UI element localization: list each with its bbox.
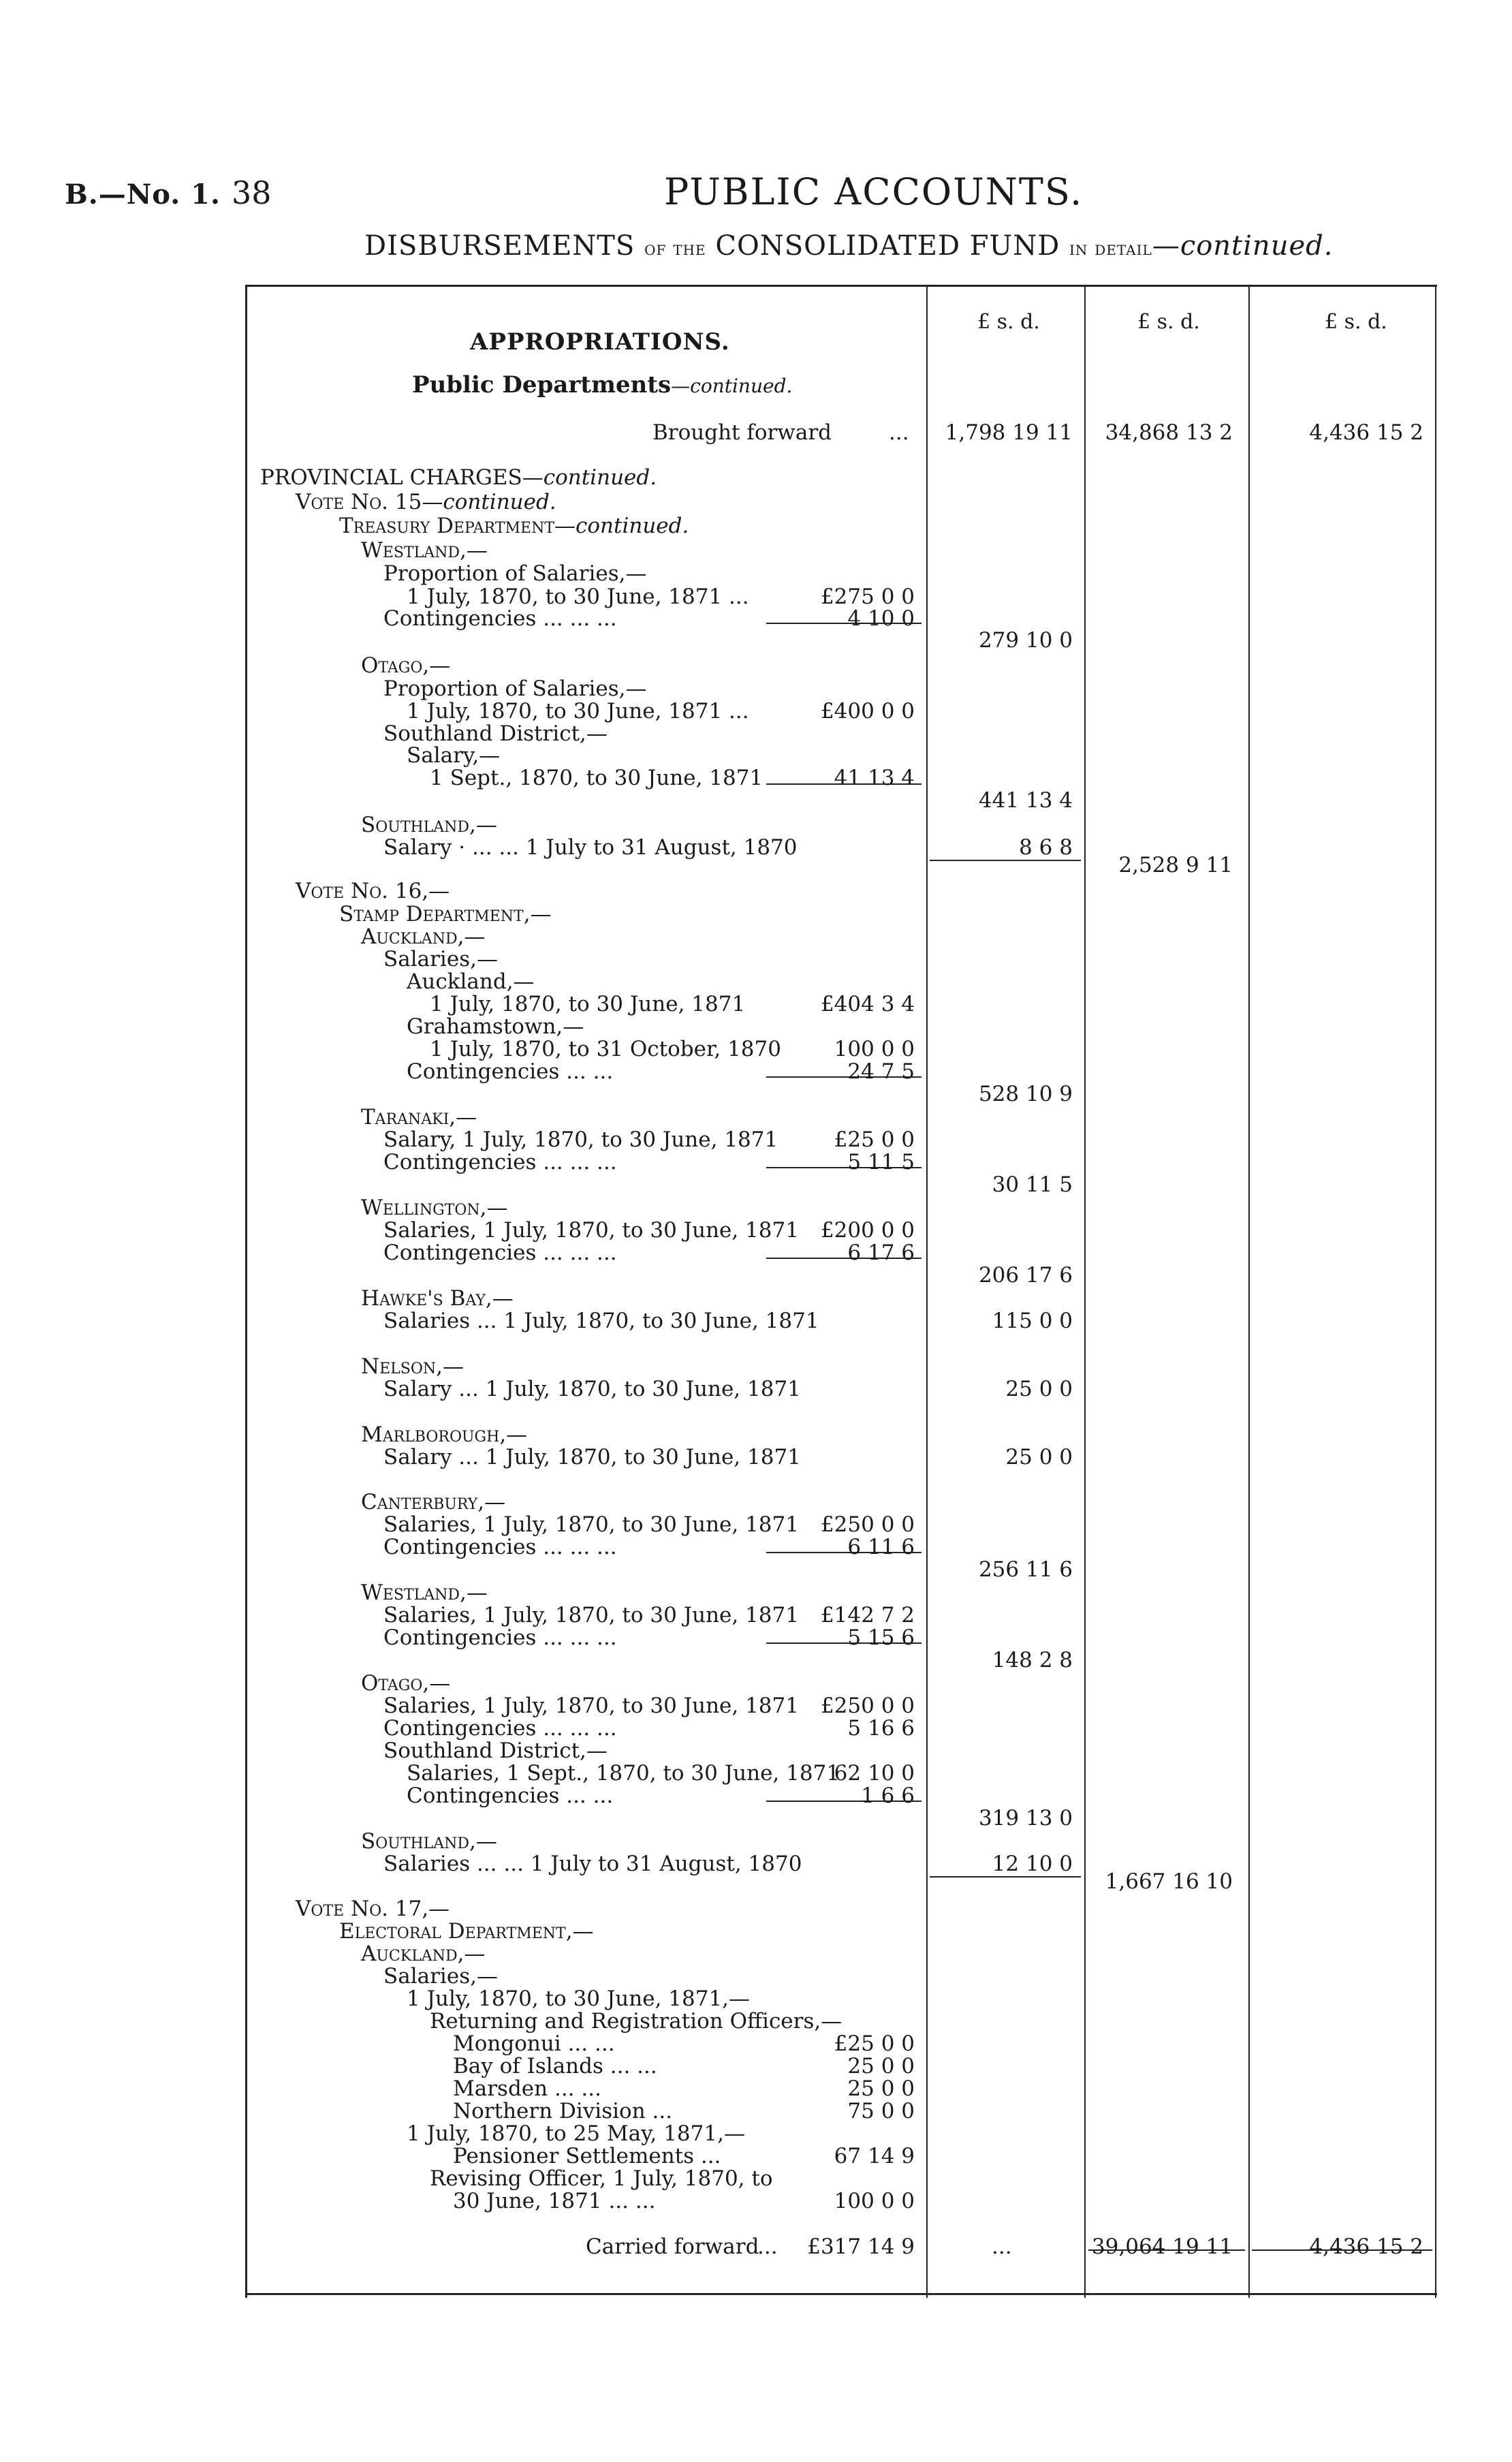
appropriation-line [361, 1356, 464, 1377]
appropriation-line [383, 1605, 799, 1626]
departments-heading [412, 371, 793, 399]
departments-heading-text: Public Departments [412, 371, 672, 399]
appropriation-line-text: Marlborough,— [361, 1422, 528, 1447]
appropriation-line-text: Southland,— [361, 813, 497, 837]
appropriation-line-text: Northern Division ... [453, 2099, 673, 2123]
column1-amount: 319 13 0 [978, 1806, 1073, 1830]
appropriation-line-text: Salary ... 1 July, 1870, to 30 June, 1871 [383, 1377, 801, 1401]
appropriation-line [361, 1673, 450, 1694]
appropriation-line [383, 676, 647, 701]
column1-amount: 148 2 8 [992, 1648, 1073, 1672]
appropriation-line-text: Stamp Department,— [339, 902, 552, 926]
inner-amount: 100 0 0 [834, 2189, 915, 2213]
appropriation-line [383, 1537, 617, 1558]
appropriation-line [407, 1061, 613, 1082]
appropriation-line [407, 1783, 614, 1808]
appropriation-line [383, 1447, 801, 1468]
appropriation-line-text: Contingencies ... ... ... [383, 1241, 617, 1265]
appropriation-line-text: Salaries, 1 July, 1870, to 30 June, 1871 [383, 1512, 799, 1537]
appropriation-line [383, 723, 608, 745]
departments-heading-continued: —continued. [671, 375, 793, 397]
appropriation-line-text: Salaries, 1 July, 1870, to 30 June, 1871 [383, 1603, 799, 1627]
appropriation-line-text: Salaries,— [383, 947, 498, 971]
inner-amount: 5 16 6 [847, 1716, 915, 1741]
column1-amount: 206 17 6 [978, 1263, 1073, 1288]
appropriation-line-text: Treasury Department— [339, 514, 576, 538]
table-right-rule [1435, 285, 1436, 2298]
brought-forward-col1: 1,798 19 11 [945, 420, 1073, 445]
appropriation-line-text: Proportion of Salaries,— [383, 561, 647, 586]
appropriation-line-text: Contingencies ... ... [407, 1059, 614, 1084]
appropriation-line [407, 971, 535, 993]
appropriation-line [260, 467, 657, 488]
brought-forward-label: Brought forward [652, 420, 832, 445]
appropriation-line [383, 1696, 799, 1717]
inner-amount: 24 7 5 [847, 1059, 915, 1084]
inner-amount: 5 15 6 [847, 1625, 915, 1650]
appropriation-line-continued: continued. [576, 514, 689, 538]
appropriation-line-text: Returning and Registration Officers,— [430, 2009, 842, 2034]
appropriation-line-text: Auckland,— [407, 969, 535, 994]
inner-amount: 6 17 6 [847, 1241, 915, 1265]
appropriation-line-text: Westland,— [361, 538, 488, 563]
appropriation-line-text: Vote No. 16,— [296, 879, 450, 903]
column1-amount: 279 10 0 [978, 628, 1073, 653]
appropriation-line-text: 1 July, 1870, to 31 October, 1870 [430, 1037, 781, 1061]
carried-forward-dots: ... [757, 2234, 778, 2259]
appropriation-line [361, 1944, 485, 1965]
appropriation-line-text: Otago,— [361, 1671, 451, 1696]
appropriation-line-text: 1 July, 1870, to 25 May, 1871,— [407, 2121, 745, 2146]
appropriation-line [339, 516, 689, 537]
appropriation-line [361, 1107, 477, 1128]
appropriation-line [407, 701, 749, 722]
appropriation-line-text: Salaries,— [383, 1964, 498, 1989]
appropriation-line-text: Hawke's Bay,— [361, 1286, 514, 1311]
page-reference: B.—No. 1. [65, 178, 221, 211]
column1-amount: 30 11 5 [992, 1172, 1073, 1197]
column1-amount: 25 0 0 [1005, 1445, 1073, 1469]
column-rule-1 [926, 285, 928, 2298]
appropriation-line-text: Westland,— [361, 1580, 488, 1605]
appropriation-line [383, 1152, 617, 1173]
inner-amount: £275 0 0 [820, 585, 915, 609]
appropriation-line-text: 1 July, 1870, to 30 June, 1871 [430, 992, 746, 1016]
column1-amount: 12 10 0 [992, 1852, 1073, 1876]
table-top-rule [245, 285, 1437, 287]
appropriation-line-continued: continued. [443, 490, 556, 514]
inner-amount: 4 10 0 [847, 606, 915, 631]
subtitle-fund: CONSOLIDATED FUND [715, 230, 1060, 262]
appropriation-line [407, 1016, 584, 1038]
inner-amount: 62 10 0 [834, 1761, 915, 1786]
appropriation-line-text: Salaries, 1 July, 1870, to 30 June, 1871 [383, 1218, 799, 1243]
appropriation-line [296, 1899, 450, 1920]
appropriation-line [361, 1492, 505, 1513]
sum-rule [930, 860, 1081, 861]
column1-amount: 25 0 0 [1005, 1377, 1073, 1401]
appropriation-line-text: Auckland,— [361, 924, 486, 949]
brought-forward-col2: 34,868 13 2 [1105, 420, 1233, 445]
appropriations-heading: APPROPRIATIONS. [470, 328, 730, 356]
appropriation-line [383, 1243, 617, 1264]
appropriation-line [430, 994, 745, 1015]
appropriation-line-text: Southland District,— [383, 1739, 608, 1763]
appropriation-line [383, 1379, 801, 1400]
inner-amount: 67 14 9 [834, 2144, 915, 2168]
column2-amount: 1,667 16 10 [1105, 1869, 1233, 1894]
appropriation-line [383, 949, 498, 970]
appropriation-line-text: Proportion of Salaries,— [383, 676, 647, 701]
appropriation-line-text: Contingencies ... ... ... [383, 1150, 617, 1174]
appropriation-line [383, 1718, 617, 1739]
column-rule-3 [1248, 285, 1250, 2298]
appropriation-line [296, 881, 450, 902]
appropriation-line [296, 492, 556, 513]
carried-forward-col1: ... [992, 2234, 1012, 2259]
appropriation-line-text: 1 July, 1870, to 30 June, 1871 ... [407, 699, 749, 723]
brought-forward-col3: 4,436 15 2 [1309, 420, 1423, 445]
appropriation-line-text: Auckland,— [361, 1942, 486, 1966]
carried-forward-label: Carried forward [586, 2234, 759, 2259]
appropriation-line-text: Electoral Department,— [339, 1919, 594, 1944]
appropriation-line-text: Marsden ... ... [453, 2076, 601, 2101]
appropriation-line-text: Mongonui ... ... [453, 2031, 615, 2056]
appropriation-line-text: Otago,— [361, 653, 451, 678]
appropriation-line [361, 540, 488, 561]
appropriation-line-text: Wellington,— [361, 1196, 508, 1220]
appropriation-line [453, 2031, 615, 2056]
inner-amount: £25 0 0 [834, 1127, 915, 1152]
appropriation-line-text: Pensioner Settlements ... [453, 2144, 721, 2168]
inner-amount: £25 0 0 [834, 2031, 915, 2056]
inner-amount: £250 0 0 [820, 1512, 915, 1537]
appropriation-line-text: Taranaki,— [361, 1105, 477, 1129]
appropriation-line [383, 1129, 778, 1151]
inner-amount: 1 6 6 [861, 1783, 915, 1808]
inner-amount: 100 0 0 [834, 1037, 915, 1061]
appropriation-line-text: Vote No. 15— [296, 490, 443, 514]
column1-amount: 256 11 6 [978, 1557, 1073, 1582]
appropriation-line-text: 1 July, 1870, to 30 June, 1871,— [407, 1986, 751, 2011]
appropriation-line [407, 587, 749, 608]
table-bottom-rule [245, 2293, 1437, 2295]
appropriation-line [453, 2056, 657, 2077]
appropriation-line [383, 1966, 498, 1987]
column-rule-2 [1084, 285, 1086, 2298]
appropriation-line-text: Salary, 1 July, 1870, to 30 June, 1871 [383, 1127, 778, 1152]
appropriation-line [361, 655, 450, 676]
appropriation-line [453, 2191, 655, 2212]
appropriation-line-text: Salaries, 1 Sept., 1870, to 30 June, 1871 [407, 1761, 840, 1786]
page-number: 38 [232, 174, 272, 211]
column1-amount: 528 10 9 [978, 1082, 1073, 1106]
appropriation-line-text: Contingencies ... ... [407, 1783, 614, 1808]
column1-amount: 8 6 8 [1019, 835, 1073, 860]
inner-amount: £200 0 0 [820, 1218, 915, 1243]
appropriation-line [430, 768, 763, 789]
inner-amount: 6 11 6 [847, 1535, 915, 1559]
inner-amount: 25 0 0 [847, 2076, 915, 2101]
appropriation-line [383, 563, 646, 585]
appropriation-line [339, 904, 552, 925]
appropriation-line-text: Salary,— [407, 743, 501, 768]
subtitle-continued: —continued. [1152, 230, 1334, 262]
appropriation-line [361, 815, 497, 836]
appropriation-line [383, 1741, 608, 1762]
currency-header-3: £ s. d. [1325, 310, 1387, 334]
subtitle-main: DISBURSEMENTS [364, 230, 635, 262]
sum-rule [930, 1876, 1081, 1877]
appropriation-line-text: Contingencies ... ... ... [383, 1625, 617, 1650]
column1-amount: 441 13 4 [978, 788, 1073, 813]
brought-forward-dots: ... [889, 420, 909, 445]
inner-amount: £142 7 2 [820, 1603, 915, 1627]
appropriation-line [407, 745, 500, 766]
appropriation-line [407, 2123, 745, 2145]
appropriation-line [430, 1039, 781, 1060]
appropriation-line [430, 2011, 842, 2032]
appropriation-line [383, 1854, 802, 1875]
appropriation-line [430, 2168, 773, 2190]
appropriation-line [453, 2101, 672, 2122]
currency-header-1: £ s. d. [977, 310, 1040, 334]
carried-forward-col2: 39,064 19 11 [1091, 2234, 1233, 2259]
carried-forward-inner: £317 14 9 [807, 2234, 915, 2259]
carried-forward-col3: 4,436 15 2 [1309, 2234, 1423, 2259]
appropriation-line [361, 1198, 507, 1219]
inner-amount: £404 3 4 [820, 992, 915, 1016]
page-title: PUBLIC ACCOUNTS. [664, 170, 1084, 213]
appropriation-line-continued: continued. [543, 465, 657, 490]
appropriation-line [383, 1220, 799, 1241]
appropriation-line [361, 1424, 527, 1446]
appropriation-line [453, 2078, 601, 2100]
appropriation-line-text: Southland District,— [383, 721, 608, 746]
inner-amount: 25 0 0 [847, 2054, 915, 2078]
appropriation-line [361, 1580, 488, 1605]
appropriation-line-text: Salaries ... ... 1 July to 31 August, 1870 [383, 1852, 802, 1876]
appropriation-line-text: Contingencies ... ... ... [383, 1535, 617, 1559]
appropriation-line-text: Southland,— [361, 1829, 497, 1854]
inner-amount: £250 0 0 [820, 1694, 915, 1718]
currency-header-2: £ s. d. [1137, 310, 1200, 334]
appropriation-line [339, 1921, 594, 1942]
appropriation-line [453, 2146, 721, 2167]
appropriation-line-text: 30 June, 1871 ... ... [453, 2189, 656, 2213]
inner-amount: 75 0 0 [847, 2099, 915, 2123]
appropriation-line [383, 1514, 799, 1536]
appropriation-line-text: Canterbury,— [361, 1490, 506, 1514]
inner-amount: 41 13 4 [834, 766, 915, 790]
appropriation-line [361, 926, 485, 948]
appropriation-line-text: Salary ... 1 July, 1870, to 30 June, 1871 [383, 1445, 801, 1469]
appropriation-line [407, 1986, 751, 2011]
appropriation-line-text: Salaries ... 1 July, 1870, to 30 June, 1871 [383, 1309, 819, 1333]
column2-amount: 2,528 9 11 [1118, 853, 1233, 877]
appropriation-line-text: Vote No. 17,— [296, 1897, 450, 1921]
subtitle-in-detail: in detail [1069, 237, 1152, 260]
appropriation-line-text: Nelson,— [361, 1354, 464, 1379]
appropriation-line-text: Salaries, 1 July, 1870, to 30 June, 1871 [383, 1694, 799, 1718]
appropriation-line-text: PROVINCIAL CHARGES— [260, 465, 544, 490]
appropriation-line-text: 1 Sept., 1870, to 30 June, 1871 [430, 766, 763, 790]
appropriation-line-text: Contingencies ... ... ... [383, 1716, 617, 1741]
appropriation-line [383, 837, 798, 858]
table-left-rule [245, 285, 247, 2298]
subtitle-of-the: of the [644, 237, 706, 260]
appropriation-line [383, 1311, 819, 1332]
appropriation-line-text: Contingencies ... ... ... [383, 606, 617, 631]
appropriation-line-text: Bay of Islands ... ... [453, 2054, 657, 2078]
appropriation-line-text: Grahamstown,— [407, 1014, 584, 1039]
inner-amount: £400 0 0 [820, 699, 915, 723]
column1-amount: 115 0 0 [992, 1309, 1073, 1333]
appropriation-line [361, 1288, 514, 1309]
appropriation-line-text: Revising Officer, 1 July, 1870, to [430, 2166, 773, 2191]
page-subtitle [364, 230, 1333, 262]
appropriation-line-text: 1 July, 1870, to 30 June, 1871 ... [407, 585, 749, 609]
appropriation-line [361, 1831, 497, 1852]
appropriation-line [383, 608, 617, 629]
appropriation-line-text: Salary · ... ... 1 July to 31 August, 1870 [383, 835, 798, 860]
appropriation-line [407, 1763, 840, 1784]
appropriation-line [383, 1627, 617, 1649]
inner-amount: 5 11 5 [847, 1150, 915, 1174]
